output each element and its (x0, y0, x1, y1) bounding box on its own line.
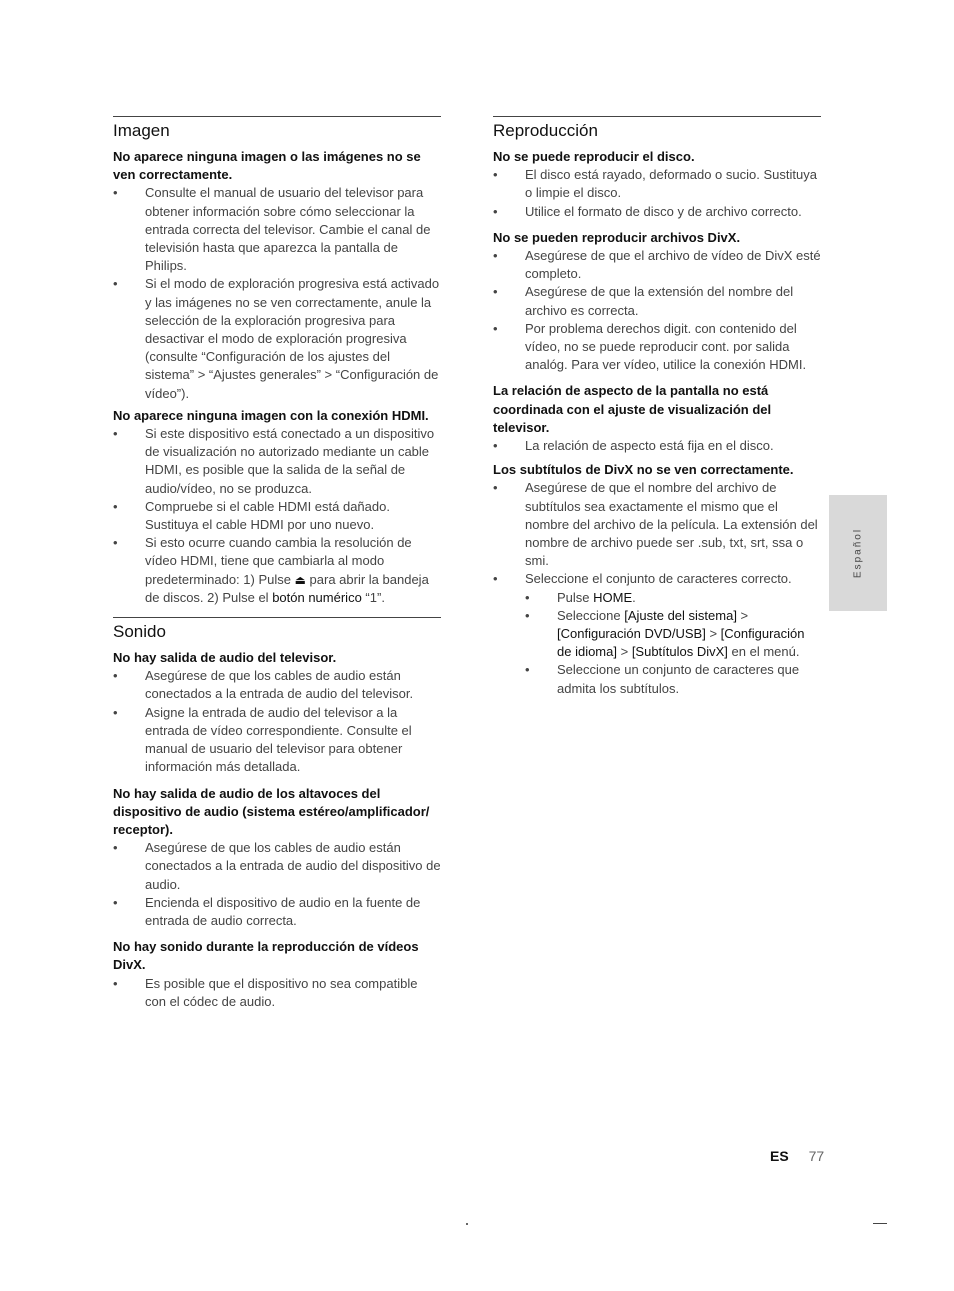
question-divx-subtitles: Los subtítulos de DivX no se ven correctamente. (493, 462, 794, 478)
center-print-mark (466, 1223, 468, 1225)
right-column (493, 116, 821, 708)
list-item: • Por problema derechos digit. con contenido del vídeo, no se puede reproducir cont. por salida analóg. Para ver vídeo, utilice la conexión HDMI. (493, 320, 807, 373)
list-item: • Asegúrese de que los cables de audio están conectados a la entrada de audio del dispositivo de audio. (113, 840, 441, 892)
list-item: • Si este dispositivo está conectado a un dispositivo de visualización no autorizado mediante un cable HDMI, es posible que la salida de la señal de audio/vídeo, no se produzca. (113, 426, 435, 496)
menu-path-system-setup: [Ajuste del sistema] (624, 607, 737, 623)
list-item: • Asegúrese de que la extensión del nombre del archivo es correcta. (493, 284, 794, 318)
section-reproduccion (493, 116, 821, 698)
list-item: • Consulte el manual de usuario del televisor para obtener información sobre cómo seleccionar la entrada correcta del televisor. Cambie el canal de televisión hasta que aparezca la pantalla de Philips. (113, 185, 431, 274)
question-disc-not-playing: No se puede reproducir el disco. (493, 149, 695, 164)
page-footer (770, 1148, 824, 1164)
question-aspect-ratio: La relación de aspecto de la pantalla no está coordinada con el ajuste de visualización del televisor. (493, 383, 772, 435)
list-no-image-hdmi (113, 425, 441, 607)
menu-path-language-setup: [Configuración de idioma] (557, 626, 805, 660)
sublist-charset-steps (525, 589, 821, 698)
list-item: • Es posible que el dispositivo no sea compatible con el códec de audio. (113, 975, 418, 1009)
left-column (113, 116, 441, 1021)
list-no-speaker-audio (113, 839, 441, 930)
list-divx-subtitles (493, 479, 821, 697)
section-sonido (113, 617, 441, 1011)
question-no-speaker-audio: No hay salida de audio de los altavoces del dispositivo de audio (sistema estéreo/amplificador/ receptor). (113, 785, 430, 837)
question-no-image-hdmi: No aparece ninguna imagen con la conexión HDMI. (113, 407, 429, 423)
question-divx-not-playing: No se pueden reproducir archivos DivX. (493, 229, 741, 245)
section-imagen (113, 116, 441, 607)
list-item: • Pulse HOME. (525, 589, 636, 605)
numeric-button-label: botón numérico (272, 589, 362, 605)
list-item: • Si el modo de exploración progresiva está activado y las imágenes no se ven correctamente, anule la selección de la exploración progresiva para desactivar el modo de exploración progresiva (consulte “Configuración de los ajustes del sistema” > “Ajustes generales” > “Configuración de vídeo”). (113, 276, 440, 401)
crop-mark (873, 1223, 887, 1224)
eject-icon: ⏏ (294, 572, 306, 587)
list-item: • Asegúrese de que los cables de audio están conectados a la entrada de audio del televisor. (113, 668, 414, 702)
list-divx-not-playing (493, 247, 821, 374)
home-button-label: HOME (593, 589, 633, 605)
list-item: • Seleccione un conjunto de caracteres que admita los subtítulos. (525, 662, 800, 696)
question-no-image: No aparece ninguna imagen o las imágenes no se ven correctamente. (113, 149, 421, 183)
section-title-imagen: Imagen (113, 121, 170, 140)
list-item: • Seleccione [Ajuste del sistema] > [Configuración DVD/USB] > [Configuración de idioma] > [Subtítulos DivX] en el menú. (525, 607, 805, 660)
list-item: • Si esto ocurre cuando cambia la resolución de vídeo HDMI, tiene que cambiarla al modo predeterminado: 1) Pulse ⏏ para abrir la bandeja de discos. 2) Pulse el botón numérico “1”. (113, 535, 429, 605)
list-disc-not-playing (493, 166, 821, 221)
question-no-divx-sound: No hay sonido durante la reproducción de vídeos DivX. (113, 939, 419, 973)
list-no-divx-sound (113, 975, 441, 1011)
language-side-tab (829, 495, 887, 611)
list-no-image (113, 184, 441, 402)
section-title-sonido: Sonido (113, 622, 166, 642)
list-item: • La relación de aspecto está fija en el disco. (493, 438, 774, 454)
list-item: • Asigne la entrada de audio del televisor a la entrada de vídeo correspondiente. Consulte el manual de usuario del televisor para obtener información más detallada. (113, 704, 412, 775)
language-code: ES (770, 1148, 789, 1164)
question-no-tv-audio: No hay salida de audio del televisor. (113, 650, 337, 666)
language-side-tab-label: Español (852, 527, 864, 579)
section-title-reproduccion: Reproducción (493, 121, 598, 140)
menu-path-dvd-usb-setup: [Configuración DVD/USB] (557, 626, 706, 642)
list-aspect-ratio (493, 437, 821, 455)
list-item: • Seleccione el conjunto de caracteres correcto. • Pulse HOME. • Seleccione [Ajuste del sistema] > [Configuración DVD/USB] > [Configuración de idioma] > [Subtítulos DivX] en el menú. • Seleccione un conjunto de caracteres que admita los subtítulos. (493, 570, 821, 697)
list-no-tv-audio (113, 667, 441, 776)
list-item: • Asegúrese de que el archivo de vídeo de DivX esté completo. (493, 248, 821, 282)
list-item: • El disco está rayado, deformado o sucio. Sustituya o limpie el disco. (493, 167, 817, 201)
menu-path-divx-subtitles: [Subtítulos DivX] (631, 644, 728, 660)
list-item: • Utilice el formato de disco y de archivo correcto. (493, 203, 802, 219)
page-number: 77 (808, 1148, 825, 1164)
list-item: • Encienda el dispositivo de audio en la fuente de entrada de audio correcta. (113, 894, 421, 928)
list-item: • Asegúrese de que el nombre del archivo de subtítulos sea exactamente el mismo que el nombre del archivo de la película. La extensión del nombre de archivo puede ser .sub, txt, srt, ssa o smi. (493, 480, 818, 569)
list-item: • Compruebe si el cable HDMI está dañado. Sustituya el cable HDMI por uno nuevo. (113, 498, 390, 533)
